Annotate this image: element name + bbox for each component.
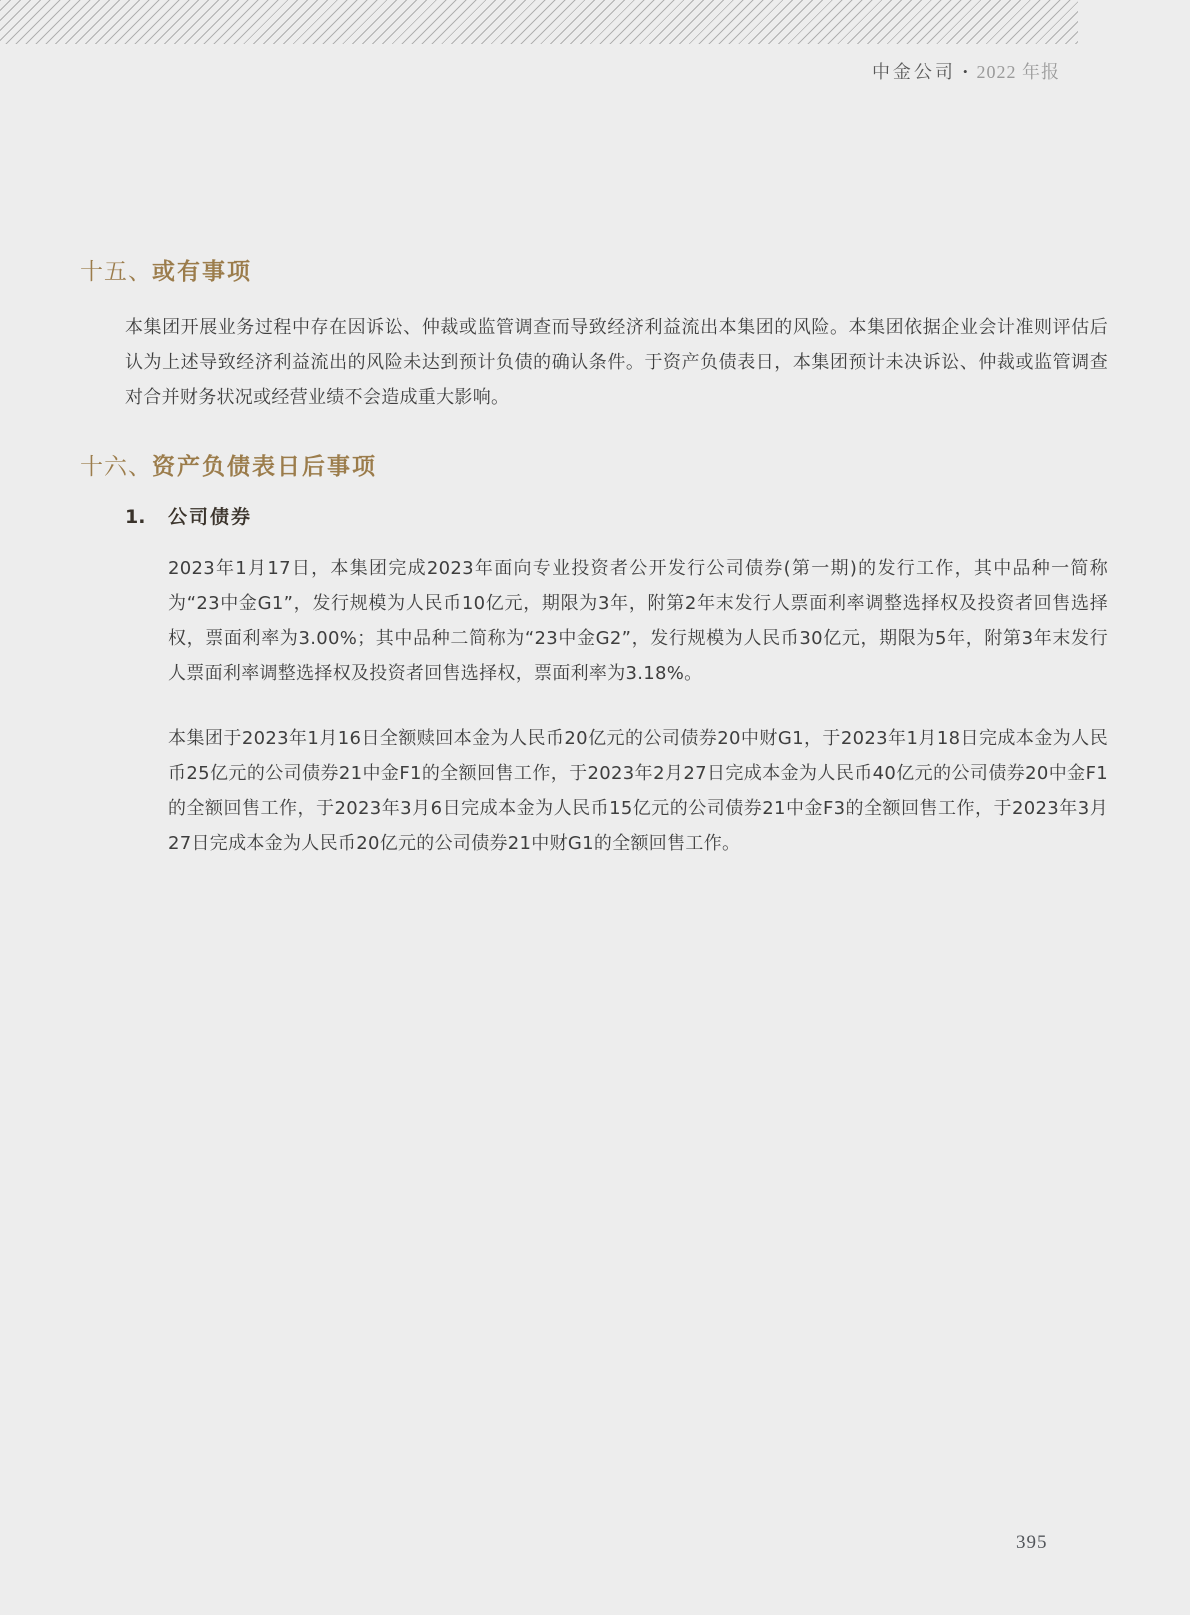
subsection-1-paragraph-1: 2023年1月17日，本集团完成2023年面向专业投资者公开发行公司债券(第一期)的发行工作，其中品种一简称为“23中金G1”，发行规模为人民币10亿元，期限为3年，附第2年末发行人票面利率调整选择权及投资者回售选择权，票面利率为3.00%；其中品种二简称为“23中金G2”，发行规模为人民币30亿元，期限为5年，附第3年末发行人票面利率调整选择权及投资者回售选择权，票面利率为3.18%。 [168,558,1108,685]
section-15-heading [80,258,1190,288]
subsection-1-title: 公司债券 [168,505,253,528]
section-16-heading [80,453,1190,483]
section-16-number: 十六、 [80,453,152,480]
section-15-number: 十五、 [80,259,152,285]
section-15-title: 或有事项 [152,259,252,285]
document-content [0,258,1190,891]
subsection-1-heading [125,505,1190,530]
section-15-paragraph-1: 本集团开展业务过程中存在因诉讼、仲裁或监管调查而导致经济利益流出本集团的风险。本集团依据企业会计准则评估后认为上述导致经济利益流出的风险未达到预计负债的确认条件。于资产负债表日，本集团预计未决诉讼、仲裁或监管调查对合并财务状况或经营业绩不会造成重大影响。 [125,316,1108,408]
section-16-title: 资产负债表日后事项 [152,453,377,480]
subsection-company-bonds [0,505,1190,862]
header-company-name: 中金公司 [871,62,956,82]
header-bullet-separator: • [962,64,968,79]
page-header [872,58,1060,84]
subsection-1-number: 1. [125,505,146,528]
subsection-1-paragraph-2: 本集团于2023年1月16日全额赎回本金为人民币20亿元的公司债券20中财G1，于2023年1月18日完成本金为人民币25亿元的公司债券21中金F1的全额回售工作，于2023年2月27日完成本金为人民币40亿元的公司债券20中金F1的全额回售工作，于2023年3月6日完成本金为人民币15亿元的公司债券21中金F3的全额回售工作，于2023年3月27日完成本金为人民币20亿元的公司债券21中财G1的全额回售工作。 [168,728,1108,855]
hatch-pattern-band [0,0,1078,44]
page-number: 395 [1016,1532,1048,1553]
header-report-year: 2022 年报 [976,62,1060,82]
